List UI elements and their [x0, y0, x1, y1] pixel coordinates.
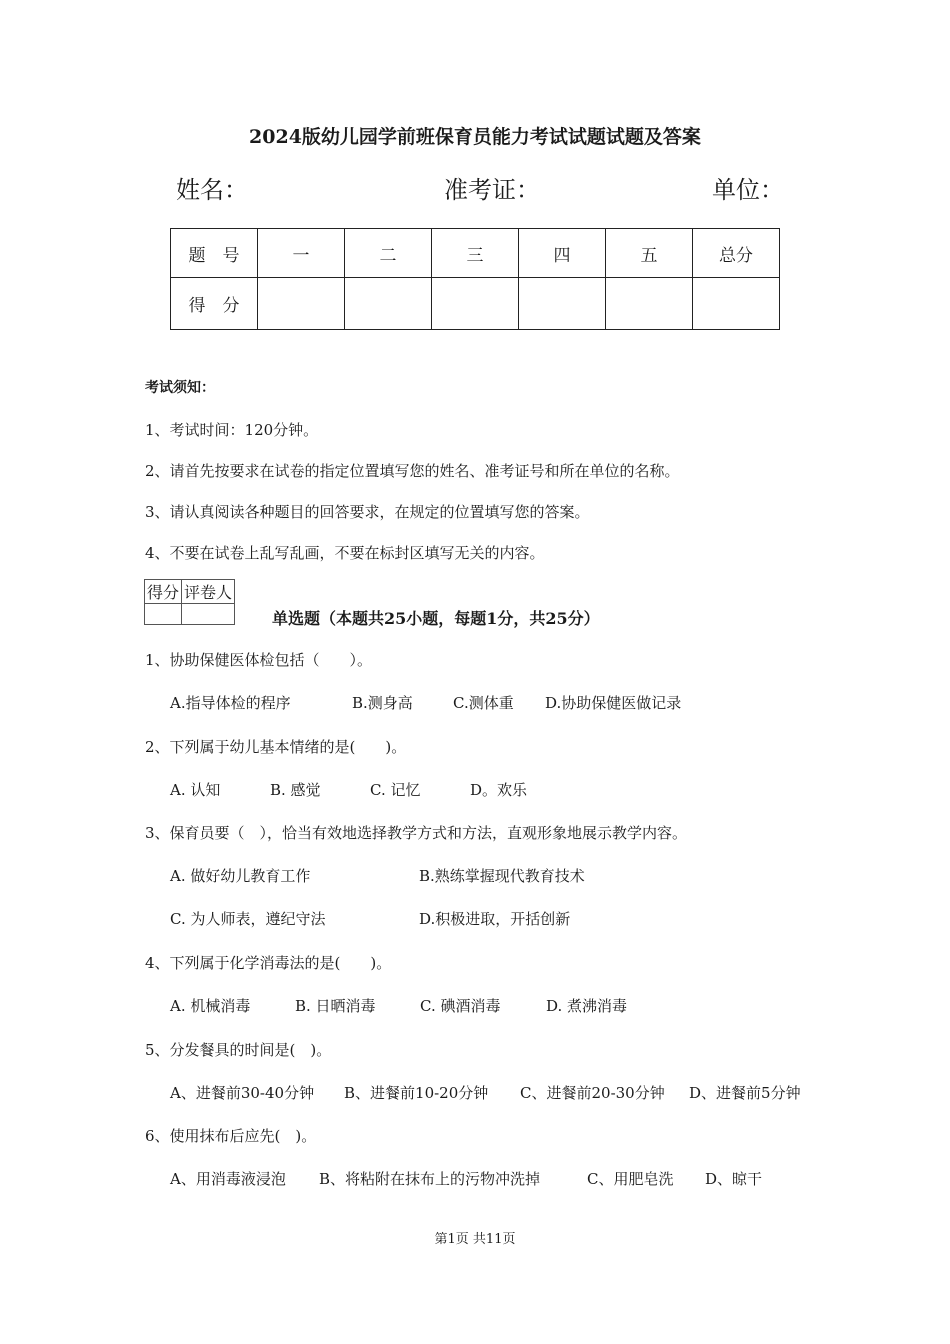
section-title: 单选题（本题共25小题，每题1分，共25分） [272, 609, 600, 628]
score-cell-3[interactable] [432, 278, 519, 330]
option-b: B.测身高 [352, 694, 413, 712]
score-cell-total[interactable] [693, 278, 780, 330]
option-d: D.积极进取，开括创新 [419, 910, 571, 928]
score-table-header-5: 五 [606, 229, 693, 278]
option-c: C. 碘酒消毒 [420, 997, 501, 1015]
option-a: A. 做好幼儿教育工作 [170, 867, 311, 885]
score-table-header-2: 二 [345, 229, 432, 278]
question-text: 5、分发餐具的时间是( )。 [145, 1041, 332, 1059]
option-a: A. 机械消毒 [170, 997, 251, 1015]
option-c: C. 记忆 [370, 781, 421, 799]
question-text: 3、保育员要（ ），恰当有效地选择教学方式和方法，直观形象地展示教学内容。 [145, 824, 688, 842]
score-cell-5[interactable] [606, 278, 693, 330]
option-c: C、进餐前20-30分钟 [520, 1084, 665, 1102]
score-table-score-label: 得 分 [171, 278, 258, 330]
notice-item: 3、请认真阅读各种题目的回答要求，在规定的位置填写您的答案。 [145, 503, 590, 521]
question-text: 6、使用抹布后应先( )。 [145, 1127, 317, 1145]
option-a: A、用消毒液浸泡 [170, 1170, 286, 1188]
question-text: 1、协助保健医体检包括（ ）。 [145, 651, 373, 669]
option-d: D. 煮沸消毒 [546, 997, 628, 1015]
page-footer: 第1页 共11页 [434, 1232, 516, 1247]
option-b: B. 感觉 [270, 781, 321, 799]
exam-number-field-label: 准考证： [444, 176, 540, 204]
option-b: B、进餐前10-20分钟 [344, 1084, 489, 1102]
score-cell-1[interactable] [258, 278, 345, 330]
score-table-header-label: 题 号 [171, 229, 258, 278]
score-table-header-3: 三 [432, 229, 519, 278]
option-c: C. 为人师表，遵纪守法 [170, 910, 326, 928]
option-c: C.测体重 [453, 694, 514, 712]
grader-score-label: 得分 [145, 580, 182, 604]
option-b: B.熟练掌握现代教育技术 [419, 867, 585, 885]
score-table-header-row [171, 229, 780, 278]
score-table-score-row [171, 278, 780, 330]
grader-score-cell[interactable] [145, 604, 182, 625]
option-a: A.指导体检的程序 [170, 694, 291, 712]
option-c: C、用肥皂洗 [587, 1170, 674, 1188]
name-field-label: 姓名： [176, 176, 248, 204]
grader-box [144, 579, 235, 625]
score-table-header-1: 一 [258, 229, 345, 278]
notice-item: 1、考试时间：120分钟。 [145, 421, 319, 439]
notice-heading: 考试须知： [145, 380, 215, 396]
score-cell-4[interactable] [519, 278, 606, 330]
option-a: A、进餐前30-40分钟 [170, 1084, 315, 1102]
option-d: D、进餐前5分钟 [689, 1084, 801, 1102]
question-text: 2、下列属于幼儿基本情绪的是( )。 [145, 738, 407, 756]
option-d: D.协助保健医做记录 [545, 694, 682, 712]
question-text: 4、下列属于化学消毒法的是( )。 [145, 954, 392, 972]
notice-item: 4、不要在试卷上乱写乱画，不要在标封区填写无关的内容。 [145, 544, 545, 562]
score-table-header-total: 总分 [693, 229, 780, 278]
score-table-header-4: 四 [519, 229, 606, 278]
notice-item: 2、请首先按要求在试卷的指定位置填写您的姓名、准考证号和所在单位的名称。 [145, 462, 680, 480]
grader-reviewer-label: 评卷人 [182, 580, 235, 604]
unit-field-label: 单位： [712, 176, 784, 204]
option-b: B、将粘附在抹布上的污物冲洗掉 [319, 1170, 541, 1188]
option-d: D、晾干 [705, 1170, 763, 1188]
option-a: A. 认知 [170, 781, 221, 799]
page-title: 2024版幼儿园学前班保育员能力考试试题试题及答案 [249, 126, 701, 148]
score-cell-2[interactable] [345, 278, 432, 330]
score-table [170, 228, 780, 330]
option-d: D。欢乐 [470, 781, 528, 799]
option-b: B. 日晒消毒 [295, 997, 376, 1015]
grader-reviewer-cell[interactable] [182, 604, 235, 625]
